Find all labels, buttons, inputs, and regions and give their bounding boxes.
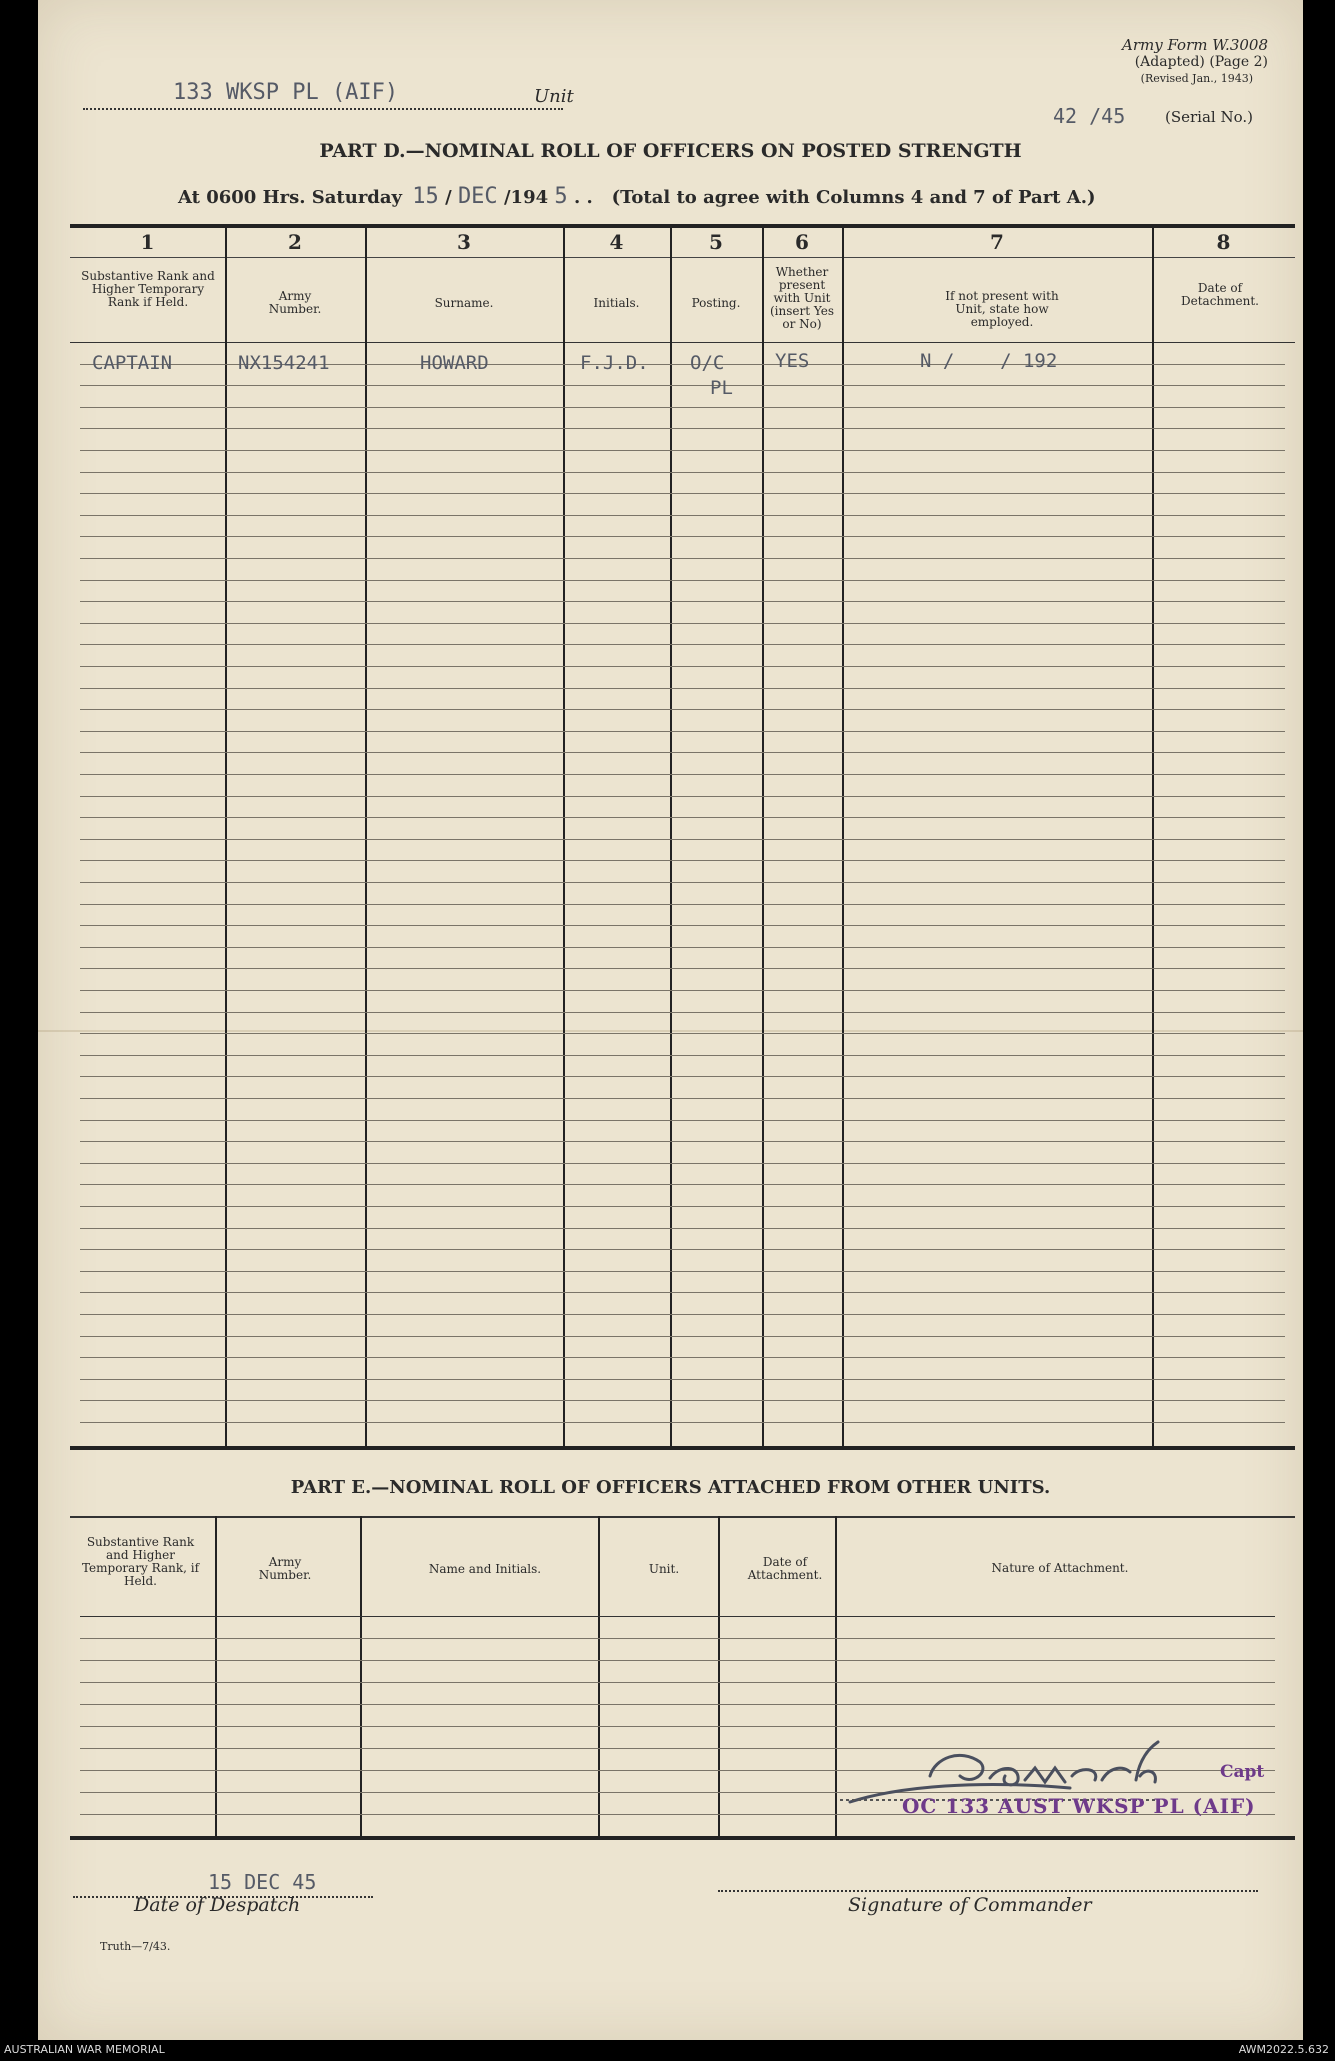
ruled-line — [80, 752, 1285, 753]
entry-initials: F.J.D. — [580, 352, 649, 374]
ruled-line — [80, 817, 1285, 818]
col-number-6: 6 — [795, 230, 809, 254]
col-header-surname: Surname. — [434, 296, 494, 310]
ruled-line — [80, 1184, 1285, 1185]
ruled-line — [80, 1682, 1275, 1683]
ruled-line — [80, 796, 1285, 797]
part-d-title: PART D.—NOMINAL ROLL OF OFFICERS ON POSTED STRENGTH — [319, 140, 1022, 162]
ruled-line — [80, 580, 1285, 581]
ruled-line — [80, 558, 1285, 559]
col-number-5: 5 — [709, 230, 723, 254]
entry-army-number: NX154241 — [238, 352, 330, 374]
ruled-line — [80, 1098, 1285, 1099]
part-d-table — [70, 224, 1295, 1450]
part-e-table — [70, 1516, 1295, 1840]
unit-value: 133 WKSP PL (AIF) — [173, 80, 399, 105]
ruled-line — [80, 493, 1285, 494]
col-header-detachment: Date of Detachment. — [1181, 281, 1259, 308]
ruled-line — [80, 990, 1285, 991]
ruled-line — [80, 1033, 1285, 1034]
col-header-employed: If not present with Unit, state how employed. — [945, 289, 1059, 329]
stamp-unit: OC 133 AUST WKSP PL (AIF) — [902, 1794, 1256, 1818]
ruled-line — [80, 968, 1285, 969]
ruled-line — [80, 1379, 1285, 1380]
year-prefix: /194 — [503, 187, 549, 208]
ruled-line — [80, 1422, 1285, 1423]
commander-signature-field — [718, 1872, 1258, 1892]
col-header-initials: Initials. — [593, 296, 640, 310]
entry-surname: HOWARD — [420, 352, 489, 374]
serial-label: (Serial No.) — [1165, 108, 1253, 126]
ruled-line — [80, 407, 1285, 408]
ruled-line — [80, 1704, 1275, 1705]
col-number-1: 1 — [140, 230, 155, 254]
col-header-present: Whether present with Unit (insert Yes or No) — [769, 265, 835, 331]
form-number: Army Form W.3008 — [1122, 36, 1268, 54]
ruled-line — [80, 1726, 1275, 1727]
ruled-line — [80, 1336, 1285, 1337]
printer-mark: Truth—7/43. — [100, 1940, 171, 1953]
ruled-line — [80, 882, 1285, 883]
e-col-header-name: Name and Initials. — [428, 1562, 542, 1576]
e-col-header-attachment-date: Date of Attachment. — [747, 1555, 823, 1582]
col-number-8: 8 — [1216, 230, 1231, 254]
e-col-header-nature: Nature of Attachment. — [991, 1561, 1129, 1575]
ruled-line — [80, 688, 1285, 689]
despatch-date-label: Date of Despatch — [134, 1894, 301, 1916]
serial-field — [1013, 104, 1263, 130]
ruled-line — [80, 1076, 1285, 1077]
ruled-line — [80, 385, 1285, 386]
col-number-3: 3 — [457, 230, 471, 254]
ruled-line — [80, 515, 1285, 516]
ruled-line — [80, 904, 1285, 905]
form-page — [38, 0, 1303, 2040]
ruled-line — [80, 450, 1285, 451]
ruled-line — [80, 947, 1285, 948]
ruled-line — [80, 1055, 1285, 1056]
ruled-line — [80, 1292, 1285, 1293]
entry-posting-1: O/C — [690, 352, 725, 374]
form-adapted: (Adapted) (Page 2) — [1134, 54, 1268, 70]
ruled-line — [80, 1249, 1285, 1250]
ruled-line — [80, 1357, 1285, 1358]
col-number-2: 2 — [288, 230, 302, 254]
unit-label: Unit — [534, 86, 574, 107]
entry-rank: CAPTAIN — [92, 352, 173, 374]
ruled-line — [80, 1314, 1285, 1315]
ruled-line — [80, 1271, 1285, 1272]
col-number-7: 7 — [990, 230, 1004, 254]
ruled-line — [80, 774, 1285, 775]
ruled-line — [80, 1228, 1285, 1229]
form-revised: (Revised Jan., 1943) — [1140, 72, 1253, 85]
ruled-line — [80, 1638, 1275, 1639]
ruled-line — [80, 666, 1285, 667]
col-header-army-number: Army Number. — [268, 289, 322, 316]
date-month: DEC — [457, 184, 498, 209]
e-col-header-army-number: Army Number. — [258, 1555, 312, 1582]
ruled-line — [80, 1400, 1285, 1401]
ruled-line — [80, 644, 1285, 645]
ruled-line — [80, 925, 1285, 926]
ruled-line — [80, 428, 1285, 429]
stamp-rank: Capt — [1220, 1762, 1265, 1782]
entry-posting-2: PL — [710, 377, 733, 399]
date-day: 15 — [412, 184, 439, 209]
ruled-line — [80, 1120, 1285, 1121]
serial-value: 42 /45 — [1053, 104, 1126, 128]
entry-employed: N / / 192 — [920, 350, 1058, 372]
ruled-line — [80, 536, 1285, 537]
ruled-line — [80, 1206, 1285, 1207]
ruled-line — [80, 709, 1285, 710]
archive-reference: AWM2022.5.632 — [1238, 2043, 1329, 2056]
part-d-date-line: At 0600 Hrs. Saturday 15 / DEC /194 5 . . (Total to agree with Columns 4 and 7 of Part A.) — [178, 184, 1096, 209]
e-col-header-unit: Unit. — [648, 1562, 680, 1576]
ruled-line — [80, 860, 1285, 861]
archive-credit: AUSTRALIAN WAR MEMORIAL — [4, 2043, 165, 2056]
ruled-line — [80, 472, 1285, 473]
ruled-line — [80, 1141, 1285, 1142]
despatch-date-value: 15 DEC 45 — [208, 1870, 317, 1894]
entry-present: YES — [775, 350, 810, 372]
total-note: (Total to agree with Columns 4 and 7 of Part A.) — [611, 187, 1096, 208]
unit-field — [83, 80, 563, 110]
part-e-title: PART E.—NOMINAL ROLL OF OFFICERS ATTACHED FROM OTHER UNITS. — [290, 1477, 1051, 1498]
commander-label: Signature of Commander — [848, 1894, 1092, 1916]
ruled-line — [80, 601, 1285, 602]
ruled-line — [80, 731, 1285, 732]
col-number-4: 4 — [609, 230, 624, 254]
ruled-line — [80, 839, 1285, 840]
ruled-line — [80, 1163, 1285, 1164]
col-header-posting: Posting. — [691, 296, 741, 310]
part-d-ruled-rows — [80, 342, 1285, 1442]
at-prefix: At 0600 Hrs. Saturday — [178, 187, 403, 208]
ruled-line — [80, 1012, 1285, 1013]
col-header-rank: Substantive Rank and Higher Temporary Rank if Held. — [81, 269, 215, 309]
e-col-header-rank: Substantive Rank and Higher Temporary Rank, if Held. — [81, 1535, 200, 1588]
year-digit: 5 — [554, 184, 568, 209]
ruled-line — [80, 623, 1285, 624]
ruled-line — [80, 1660, 1275, 1661]
